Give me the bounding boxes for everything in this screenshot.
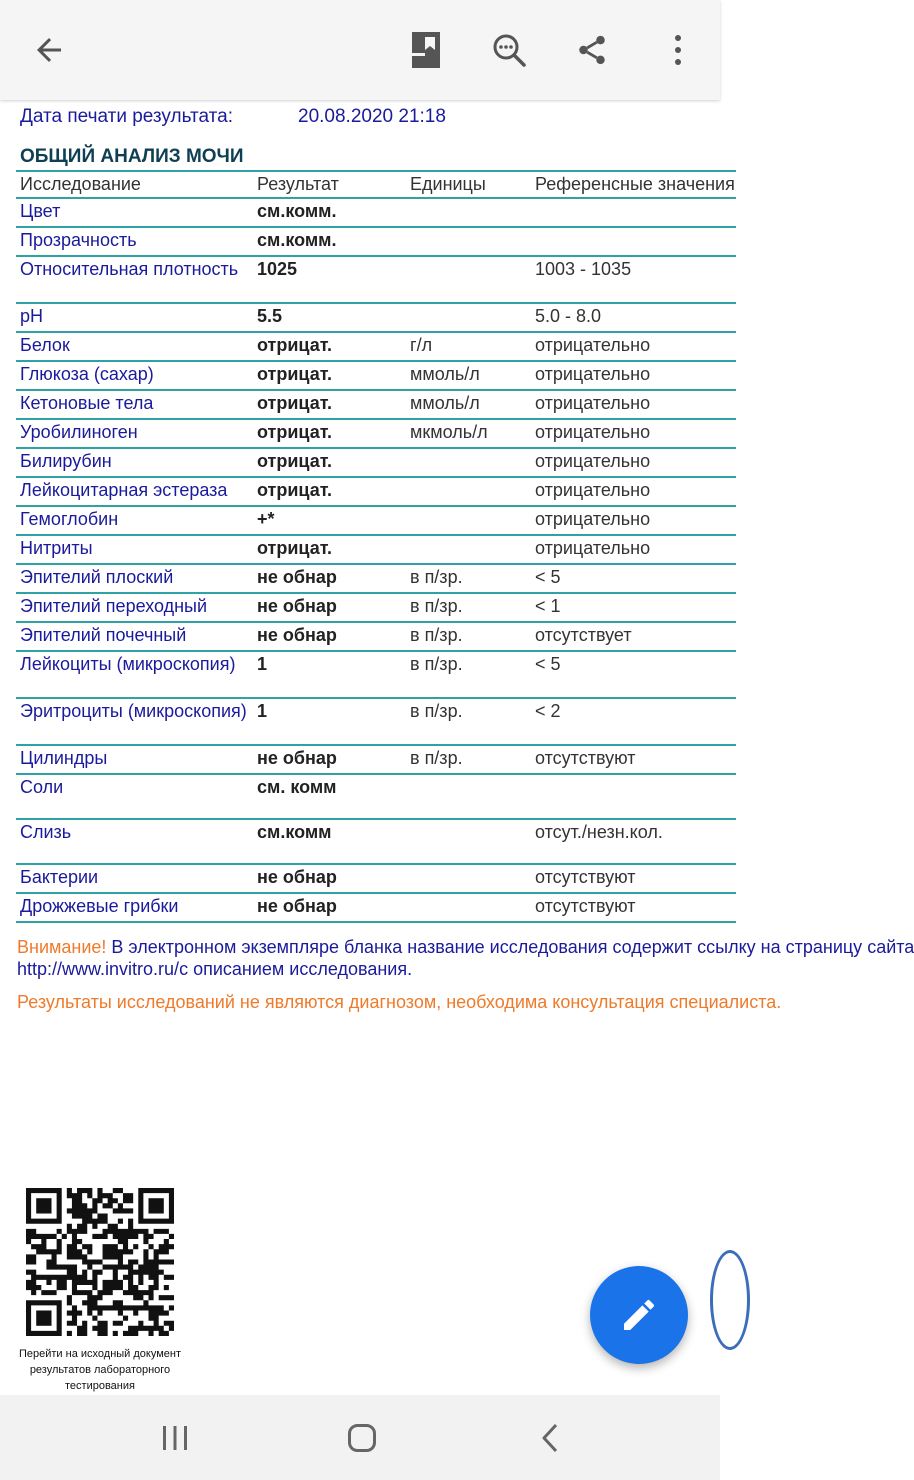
table-row bbox=[16, 564, 736, 593]
table-row bbox=[16, 361, 736, 390]
invitro-link[interactable]: http://www.invitro.ru/ bbox=[17, 959, 180, 979]
header-units: Единицы bbox=[406, 171, 531, 198]
cell-result: отрицат. bbox=[253, 535, 406, 564]
cell-unit: в п/зр. bbox=[406, 622, 531, 651]
cell-result: см. комм bbox=[253, 774, 406, 819]
share-icon bbox=[575, 33, 609, 67]
cell-unit: ммоль/л bbox=[406, 361, 531, 390]
table-row bbox=[16, 698, 736, 745]
cell-ref: отрицательно bbox=[531, 419, 736, 448]
cell-ref: 5.0 - 8.0 bbox=[531, 303, 736, 332]
cell-result: отрицат. bbox=[253, 419, 406, 448]
cell-unit bbox=[406, 448, 531, 477]
cell-unit: в п/зр. bbox=[406, 698, 531, 745]
cell-ref: отрицательно bbox=[531, 332, 736, 361]
table-row bbox=[16, 864, 736, 893]
home-button[interactable] bbox=[332, 1413, 392, 1463]
table-row bbox=[16, 893, 736, 922]
nav-back-icon bbox=[540, 1423, 560, 1453]
edit-fab-button[interactable] bbox=[590, 1266, 688, 1364]
zoom-search-icon bbox=[491, 32, 527, 68]
cell-result: не обнар bbox=[253, 593, 406, 622]
cell-name: Бактерии bbox=[16, 864, 253, 893]
cell-name: Билирубин bbox=[16, 448, 253, 477]
warning-text: В электронном экземпляре бланка название исследования содержит ссылку на страницу сайта bbox=[106, 937, 914, 957]
section-title: ОБЩИЙ АНАЛИЗ МОЧИ bbox=[20, 146, 244, 167]
cell-result: не обнар bbox=[253, 564, 406, 593]
cell-unit bbox=[406, 198, 531, 227]
system-navigation-bar bbox=[0, 1395, 720, 1480]
cell-name: Уробилиноген bbox=[16, 419, 253, 448]
table-row bbox=[16, 332, 736, 361]
cell-name: Лейкоциты (микроскопия) bbox=[16, 651, 253, 698]
cell-ref bbox=[531, 198, 736, 227]
cell-name: Белок bbox=[16, 332, 253, 361]
table-row bbox=[16, 774, 736, 819]
table-row bbox=[16, 593, 736, 622]
cell-unit bbox=[406, 256, 531, 303]
cell-result: отрицат. bbox=[253, 448, 406, 477]
cell-ref: отсутствуют bbox=[531, 745, 736, 774]
qr-code-image[interactable] bbox=[26, 1188, 174, 1336]
cell-ref: отрицательно bbox=[531, 477, 736, 506]
cell-name: Лейкоцитарная эстераза bbox=[16, 477, 253, 506]
cell-unit: в п/зр. bbox=[406, 564, 531, 593]
home-icon bbox=[347, 1423, 377, 1453]
cell-result: см.комм. bbox=[253, 198, 406, 227]
recent-apps-button[interactable] bbox=[145, 1413, 205, 1463]
table-row bbox=[16, 819, 736, 864]
search-button[interactable] bbox=[481, 22, 537, 78]
cell-name: Эпителий плоский bbox=[16, 564, 253, 593]
cell-result: не обнар bbox=[253, 864, 406, 893]
cell-result: отрицат. bbox=[253, 332, 406, 361]
table-row bbox=[16, 390, 736, 419]
cell-unit bbox=[406, 819, 531, 864]
table-row bbox=[16, 227, 736, 256]
cell-ref: отсут./незн.кол. bbox=[531, 819, 736, 864]
cell-unit bbox=[406, 303, 531, 332]
table-row bbox=[16, 419, 736, 448]
table-row bbox=[16, 448, 736, 477]
cell-ref: < 5 bbox=[531, 651, 736, 698]
stamp-edge bbox=[710, 1250, 750, 1350]
print-date-value: 20.08.2020 21:18 bbox=[298, 106, 446, 127]
cell-name: Эритроциты (микроскопия) bbox=[16, 698, 253, 745]
cell-result: 5.5 bbox=[253, 303, 406, 332]
cell-name: Относительная плотность bbox=[16, 256, 253, 303]
warning-note bbox=[17, 936, 914, 980]
cell-name: Нитриты bbox=[16, 535, 253, 564]
cell-result: не обнар bbox=[253, 893, 406, 922]
cell-name: Кетоновые тела bbox=[16, 390, 253, 419]
cell-name: pH bbox=[16, 303, 253, 332]
table-row bbox=[16, 477, 736, 506]
table-row bbox=[16, 303, 736, 332]
cell-ref: 1003 - 1035 bbox=[531, 256, 736, 303]
print-date-label: Дата печати результата: bbox=[20, 106, 233, 127]
cell-name: Прозрачность bbox=[16, 227, 253, 256]
document-viewer[interactable] bbox=[0, 100, 914, 1395]
cell-unit: мкмоль/л bbox=[406, 419, 531, 448]
header-result: Результат bbox=[253, 171, 406, 198]
header-reference: Референсные значения bbox=[531, 171, 736, 198]
cell-ref: отрицательно bbox=[531, 448, 736, 477]
pencil-edit-icon bbox=[619, 1295, 659, 1335]
cell-name: Эпителий переходный bbox=[16, 593, 253, 622]
table-row bbox=[16, 506, 736, 535]
cell-name: Гемоглобин bbox=[16, 506, 253, 535]
share-button[interactable] bbox=[564, 22, 620, 78]
cell-result: 1 bbox=[253, 651, 406, 698]
qr-caption: Перейти на исходный документ результатов лабораторного тестирования bbox=[18, 1348, 182, 1392]
table-row bbox=[16, 256, 736, 303]
nav-back-button[interactable] bbox=[520, 1413, 580, 1463]
cell-unit bbox=[406, 227, 531, 256]
cell-unit bbox=[406, 893, 531, 922]
back-button[interactable] bbox=[21, 22, 77, 78]
cell-result: 1 bbox=[253, 698, 406, 745]
cell-result: отрицат. bbox=[253, 361, 406, 390]
cell-result: отрицат. bbox=[253, 390, 406, 419]
cell-name: Слизь bbox=[16, 819, 253, 864]
cell-ref: отсутствуют bbox=[531, 893, 736, 922]
cell-result: 1025 bbox=[253, 256, 406, 303]
cell-result: см.комм bbox=[253, 819, 406, 864]
cell-ref: < 2 bbox=[531, 698, 736, 745]
app-bar bbox=[0, 0, 720, 100]
table-row bbox=[16, 198, 736, 227]
cell-result: см.комм. bbox=[253, 227, 406, 256]
table-row bbox=[16, 535, 736, 564]
cell-name: Цилиндры bbox=[16, 745, 253, 774]
cell-ref: отрицательно bbox=[531, 390, 736, 419]
cell-ref: отрицательно bbox=[531, 535, 736, 564]
warning-label: Внимание! bbox=[17, 937, 107, 957]
cell-unit bbox=[406, 477, 531, 506]
cell-unit: г/л bbox=[406, 332, 531, 361]
results-body bbox=[16, 198, 736, 922]
cell-ref: < 5 bbox=[531, 564, 736, 593]
cell-name: Соли bbox=[16, 774, 253, 819]
cell-name: Цвет bbox=[16, 198, 253, 227]
table-row bbox=[16, 651, 736, 698]
cell-result: не обнар bbox=[253, 745, 406, 774]
header-study: Исследование bbox=[16, 171, 253, 198]
cell-ref bbox=[531, 227, 736, 256]
cell-ref: отсутствует bbox=[531, 622, 736, 651]
bookmark-button[interactable] bbox=[398, 22, 454, 78]
cell-ref: < 1 bbox=[531, 593, 736, 622]
cell-unit bbox=[406, 864, 531, 893]
cell-result: +* bbox=[253, 506, 406, 535]
more-options-button[interactable] bbox=[650, 22, 706, 78]
cell-unit bbox=[406, 506, 531, 535]
table-row bbox=[16, 745, 736, 774]
table-header-row bbox=[16, 171, 736, 198]
bookmark-icon bbox=[411, 31, 441, 69]
cell-ref: отсутствуют bbox=[531, 864, 736, 893]
table-row bbox=[16, 622, 736, 651]
cell-name: Эпителий почечный bbox=[16, 622, 253, 651]
warning-text-2: с описанием исследования. bbox=[179, 959, 413, 979]
cell-name: Глюкоза (сахар) bbox=[16, 361, 253, 390]
cell-name: Дрожжевые грибки bbox=[16, 893, 253, 922]
cell-ref: отрицательно bbox=[531, 506, 736, 535]
arrow-left-icon bbox=[31, 32, 67, 68]
recent-apps-icon bbox=[160, 1424, 190, 1452]
results-table bbox=[16, 170, 736, 923]
cell-unit: в п/зр. bbox=[406, 745, 531, 774]
more-vertical-icon bbox=[673, 33, 683, 67]
cell-unit: в п/зр. bbox=[406, 593, 531, 622]
disclaimer-text: Результаты исследований не являются диагнозом, необходима консультация специалиста. bbox=[17, 992, 782, 1012]
cell-result: не обнар bbox=[253, 622, 406, 651]
cell-unit: в п/зр. bbox=[406, 651, 531, 698]
cell-unit bbox=[406, 774, 531, 819]
cell-ref bbox=[531, 774, 736, 819]
cell-result: отрицат. bbox=[253, 477, 406, 506]
cell-ref: отрицательно bbox=[531, 361, 736, 390]
cell-unit: ммоль/л bbox=[406, 390, 531, 419]
cell-unit bbox=[406, 535, 531, 564]
